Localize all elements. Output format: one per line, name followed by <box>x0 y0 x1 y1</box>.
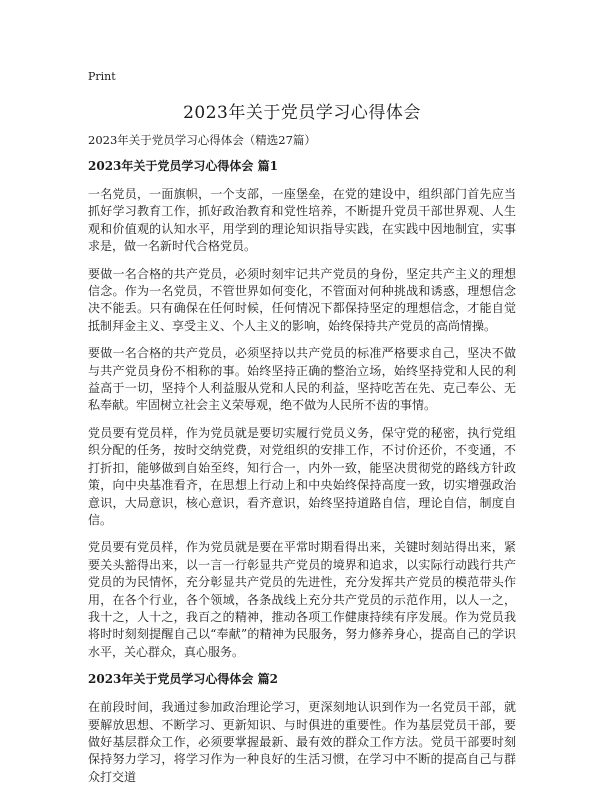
section-2 <box>88 671 516 786</box>
document-subtitle: 2023年关于党员学习心得体会（精选27篇） <box>88 133 316 147</box>
section-heading: 2023年关于党员学习心得体会 篇2 <box>88 672 278 687</box>
paragraph: 要做一名合格的共产党员，必须时刻牢记共产党员的身份，坚定共产主义的理想信念。作为一名党员，不管世界如何变化，不管面对何种挑战和诱惑，理想信念决不能丢。只有确保在任何时候，任何情况下都保持坚定的理想信念，才能自觉抵制拜金主义、享受主义、个人主义的影响，始终保持共产党员的高尚情操。 <box>88 266 516 333</box>
paragraph: 在前段时间，我通过参加政治理论学习，更深刻地认识到作为一名党员干部，就要解放思想、不断学习、更新知识、与时俱进的重要性。作为基层党员干部，要做好基层群众工作，必须要掌握最新、最有效的群众工作方法。党员干部要时刻保持努力学习，将学习作为一种良好的生活习惯，在学习中不断的提高自己与群众打交道 <box>88 700 516 784</box>
section-1 <box>88 158 516 661</box>
paragraph: 党员要有党员样，作为党员就是要在平常时期看得出来，关键时刻站得出来，紧要关头豁得出来，以一言一行彰显共产党员的境界和追求，以实际行动践行共产党员的为民情怀，充分彰显共产党员的先进性，充分发挥共产党员的模范带头作用，在各个行业，各个领域，各条战线上充分共产党员的示范作用，以人一之，我十之，人十之，我百之的精神，推动各项工作健康持续有序发展。作为党员我将时时刻刻提醒自己以“奉献”的精神为民服务，努力修养身心，提高自己的学识水平，关心群众，真心服务。 <box>88 540 516 659</box>
paragraph: 要做一名合格的共产党员，必须坚持以共产党员的标准严格要求自己，坚决不做与共产党员身份不相称的事。始终坚持正确的整治立场，始终坚持党和人民的利益高于一切，坚持个人利益服从党和人民的利益，坚持吃苦在先、克己奉公、无私奉献。牢固树立社会主义荣辱观，绝不做为人民所不齿的事情。 <box>88 346 516 413</box>
paragraph: 一名党员，一面旗帜，一个支部，一座堡垒，在党的建设中，组织部门首先应当抓好学习教育工作，抓好政治教育和党性培养，不断提升党员干部世界观、人生观和价值观的认知水平，用学到的理论知识指导实践，在实践中因地制宜，实事求是，做一名新时代合格党员。 <box>88 187 516 254</box>
print-link[interactable]: Print <box>88 70 116 83</box>
page-title: 2023年关于党员学习心得体会 <box>183 103 421 123</box>
section-heading: 2023年关于党员学习心得体会 篇1 <box>88 159 278 173</box>
paragraph: 党员要有党员样，作为党员就是要切实履行党员义务，保守党的秘密，执行党组织分配的任务，按时交纳党费，对党组织的安排工作，不讨价还价，不变通，不打折扣，能够做到自始至终，知行合一，内外一致，能坚决贯彻党的路线方针政策，向中央基准看齐，在思想上行动上和中央始终保持高度一致，切实增强政治意识，大局意识，核心意识，看齐意识，始终坚持道路自信，理论自信，制度自信。 <box>88 425 516 527</box>
document-content <box>88 158 516 796</box>
